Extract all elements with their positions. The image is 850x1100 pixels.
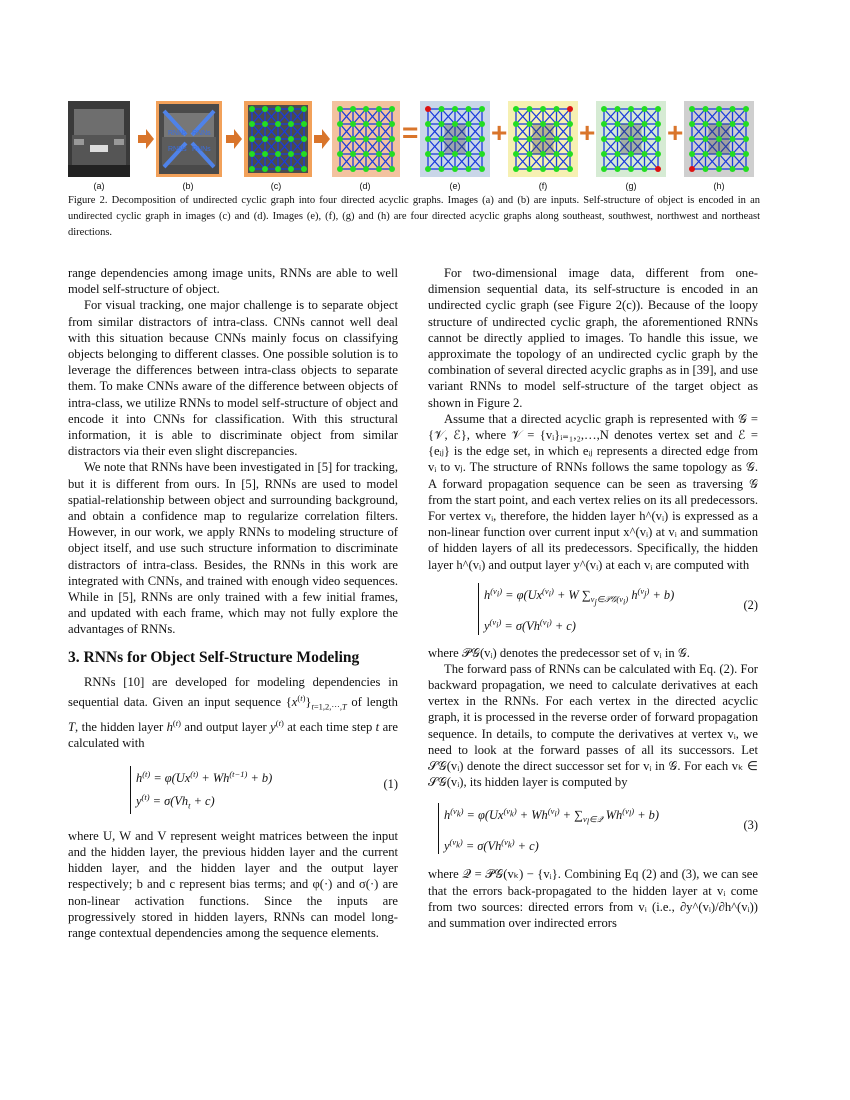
graph-node bbox=[337, 106, 343, 112]
graph-node bbox=[439, 166, 445, 172]
graph-node bbox=[743, 121, 749, 127]
panel-label: (a) bbox=[93, 181, 105, 191]
plus-symbol: + bbox=[579, 117, 596, 148]
graph-node bbox=[439, 136, 445, 142]
graph-node bbox=[628, 151, 634, 157]
graph-node bbox=[275, 151, 281, 157]
graph-node bbox=[655, 151, 661, 157]
panel-f-southwest-dag bbox=[508, 101, 578, 177]
graph-node bbox=[689, 106, 695, 112]
graph-node bbox=[262, 136, 268, 142]
graph-node bbox=[601, 121, 607, 127]
graph-node bbox=[554, 136, 560, 142]
paragraph: The forward pass of RNNs can be calculated with Eq. (2). For backward propagation, we need to calculate derivatives at each vertex in the RNNs. For each vertex in the directed acyclic graph, it is processed in the reverse order of forward propagation sequence. In details, to compute the derivatives at vertex vᵢ, we need to look at the forward passes of all its successors. Let 𝒮𝒢(vᵢ) denote the direct successor set for vᵢ in 𝒢. For each vₖ ∈ 𝒮𝒢(vᵢ), its hidden layer is computed by bbox=[428, 661, 758, 790]
graph-node bbox=[689, 151, 695, 157]
graph-node bbox=[527, 166, 533, 172]
equation-2: $h^{(v_i)} = \varphi(Ux^{(v_i)} + W$ $\sum_{v_j\in 𝒫𝒢(v_i)}$ $h^{(v_j)} + b$) $y^{(v_i)} = \sigma(Vh^{(v_i)} + c)$ (2) bbox=[478, 583, 758, 635]
graph-node bbox=[466, 151, 472, 157]
panel-label: (f) bbox=[538, 181, 548, 191]
graph-node bbox=[567, 151, 573, 157]
graph-node bbox=[601, 151, 607, 157]
graph-node bbox=[743, 106, 749, 112]
graph-node bbox=[716, 136, 722, 142]
graph-node bbox=[513, 151, 519, 157]
graph-node bbox=[301, 106, 307, 112]
graph-node bbox=[703, 166, 709, 172]
graph-node bbox=[363, 151, 369, 157]
graph-node bbox=[527, 121, 533, 127]
graph-node bbox=[716, 151, 722, 157]
graph-node bbox=[288, 166, 294, 172]
equation-number: (3) bbox=[743, 817, 758, 832]
graph-node bbox=[703, 151, 709, 157]
graph-node bbox=[249, 151, 255, 157]
graph-node bbox=[452, 151, 458, 157]
graph-node bbox=[513, 166, 519, 172]
panel-label: (b) bbox=[182, 181, 194, 191]
plus-symbol: + bbox=[491, 117, 508, 148]
graph-node bbox=[363, 106, 369, 112]
section-heading: 3. RNNs for Object Self-Structure Modeling bbox=[68, 648, 360, 666]
graph-node bbox=[479, 136, 485, 142]
svg-text:RNNs: RNNs bbox=[192, 146, 211, 153]
graph-node bbox=[513, 121, 519, 127]
panel-g-northwest-dag bbox=[596, 101, 666, 177]
paragraph: RNNs [10] are developed for modeling dependencies in sequential data. Given an input sequence $\{x^{(t)}\}_{t=1,2,\cdot\cdot\cdot,T}$ of length T, the hidden layer $h^{(t)}$ and output layer $y^{(t)}$ at each time step t are calculated with bbox=[68, 674, 398, 751]
graph-node bbox=[301, 136, 307, 142]
graph-node bbox=[363, 166, 369, 172]
graph-node bbox=[389, 151, 395, 157]
arrow-icon bbox=[226, 129, 242, 149]
graph-node bbox=[540, 136, 546, 142]
graph-node bbox=[479, 106, 485, 112]
panel-label: (h) bbox=[713, 181, 725, 191]
graph-node bbox=[743, 151, 749, 157]
graph-node bbox=[655, 121, 661, 127]
graph-node bbox=[376, 136, 382, 142]
graph-node bbox=[376, 106, 382, 112]
graph-node bbox=[439, 151, 445, 157]
graph-node bbox=[425, 121, 431, 127]
graph-node bbox=[730, 106, 736, 112]
graph-node bbox=[527, 136, 533, 142]
graph-node bbox=[689, 121, 695, 127]
graph-node bbox=[628, 166, 634, 172]
graph-node bbox=[452, 166, 458, 172]
graph-node bbox=[642, 151, 648, 157]
graph-node bbox=[249, 106, 255, 112]
graph-node bbox=[655, 136, 661, 142]
arrow-icon bbox=[314, 129, 330, 149]
graph-node bbox=[350, 151, 356, 157]
graph-node bbox=[288, 136, 294, 142]
graph-node bbox=[350, 136, 356, 142]
graph-node bbox=[513, 136, 519, 142]
graph-node bbox=[655, 106, 661, 112]
equation-number: (2) bbox=[743, 597, 758, 612]
graph-node bbox=[363, 136, 369, 142]
graph-node bbox=[743, 136, 749, 142]
plus-symbol: + bbox=[667, 117, 684, 148]
graph-node bbox=[389, 136, 395, 142]
graph-node bbox=[628, 121, 634, 127]
graph-node bbox=[425, 136, 431, 142]
graph-node bbox=[337, 151, 343, 157]
paragraph: where 𝒫𝒢(vᵢ) denotes the predecessor set of vᵢ in 𝒢. bbox=[428, 645, 690, 660]
graph-node bbox=[275, 121, 281, 127]
equation-number: (1) bbox=[383, 776, 398, 791]
graph-node bbox=[554, 151, 560, 157]
left-column bbox=[68, 265, 398, 941]
graph-node bbox=[479, 166, 485, 172]
panel-label: (c) bbox=[270, 181, 282, 191]
panel-label: (d) bbox=[359, 181, 371, 191]
paragraph: range dependencies among image units, RNNs are able to well model self-structure of object. bbox=[68, 266, 398, 297]
graph-node bbox=[288, 106, 294, 112]
graph-node bbox=[730, 151, 736, 157]
panel-a-car-image bbox=[68, 101, 130, 177]
graph-node bbox=[452, 136, 458, 142]
graph-node bbox=[655, 166, 661, 172]
svg-text:RNNs: RNNs bbox=[168, 130, 187, 137]
panel-e-southeast-dag bbox=[420, 101, 490, 177]
graph-node bbox=[554, 121, 560, 127]
graph-node bbox=[275, 136, 281, 142]
graph-node bbox=[527, 106, 533, 112]
panel-b-rnn-overlay bbox=[156, 101, 222, 177]
paragraph: We note that RNNs have been investigated in [5] for tracking, but it is different from ours. In [5], RNNs are used to model spatial-relationship between object and surrounding background, and obtain a confidence map to regularize correlation filters. However, in our work, we apply RNNs to modeling structure of object itself, and use such structure information to discriminate distractors of intra-class. Besides, the RNNs in this work are integrated with CNNs, and trained with enough video sequences. While in [5], RNNs are only trained with a few initial frames, and updated with each frame, which may not fully explore the advantages of RNNs. bbox=[68, 460, 398, 637]
graph-node bbox=[389, 166, 395, 172]
graph-node bbox=[615, 166, 621, 172]
graph-node bbox=[703, 121, 709, 127]
graph-node bbox=[703, 136, 709, 142]
graph-node bbox=[642, 136, 648, 142]
equation-1: $h^{(t)} = \varphi(Ux^{(t)} + Wh^{(t-1)} + b)$ $y^{(t)} = \sigma(Vh_t + c)$ (1) bbox=[130, 766, 398, 814]
graph-node bbox=[439, 106, 445, 112]
graph-node bbox=[466, 121, 472, 127]
paragraph: For visual tracking, one major challenge is to separate object from similar distractors of intra-class. CNNs cannot well deal with this situation because CNNs mainly focus on classifying objects belonging to different classes. One possible solution is to leverage the differences between intra-class objects to separate them. To make CNNs aware of the difference between objects of intra-class, we utilize RNNs to model self-structure of object and encode it into CNNs for classification. With this structural information, it is able to discriminate object from similar distractors via their even slight discrepancies. bbox=[68, 298, 398, 459]
graph-node bbox=[249, 166, 255, 172]
graph-node bbox=[615, 121, 621, 127]
graph-node bbox=[466, 166, 472, 172]
graph-node bbox=[567, 106, 573, 112]
graph-node bbox=[262, 121, 268, 127]
graph-node bbox=[337, 166, 343, 172]
graph-node bbox=[479, 121, 485, 127]
graph-node bbox=[389, 106, 395, 112]
graph-node bbox=[262, 106, 268, 112]
graph-node bbox=[554, 106, 560, 112]
graph-node bbox=[567, 166, 573, 172]
graph-node bbox=[376, 121, 382, 127]
graph-node bbox=[337, 121, 343, 127]
graph-node bbox=[730, 121, 736, 127]
graph-node bbox=[249, 121, 255, 127]
graph-node bbox=[350, 166, 356, 172]
graph-node bbox=[730, 166, 736, 172]
graph-node bbox=[425, 151, 431, 157]
graph-node bbox=[466, 136, 472, 142]
graph-node bbox=[615, 106, 621, 112]
equation-3: $h^{(v_k)} = \varphi(Ux^{(v_k)} + Wh^{(v_i)} + \sum_{v_l\in 𝒬}$ $Wh^{(v_l)} + b$) $y^{(v_k)} = \sigma(Vh^{(v_k)} + c)$ (3) bbox=[438, 803, 758, 855]
graph-node bbox=[730, 136, 736, 142]
graph-node bbox=[376, 166, 382, 172]
paragraph: where U, W and V represent weight matrices between the input and the hidden layer, the previous hidden layer and the current hidden layer, and the hidden layer and the output layer respectively; b and c represent bias terms; and φ(·) and σ(·) are non-linear activation functions. Since the inputs are progressively stored in hidden layers, RNNs can model long-range contextual dependencies among the sequence elements. bbox=[68, 828, 398, 940]
graph-node bbox=[301, 121, 307, 127]
arrow-icon bbox=[138, 129, 154, 149]
graph-node bbox=[540, 121, 546, 127]
graph-node bbox=[615, 136, 621, 142]
graph-node bbox=[628, 106, 634, 112]
graph-node bbox=[363, 121, 369, 127]
graph-node bbox=[615, 151, 621, 157]
graph-node bbox=[350, 121, 356, 127]
paragraph: Assume that a directed acyclic graph is represented with 𝒢 = {𝒱, ℰ}, where 𝒱 = {vᵢ}ᵢ₌₁,₂,…,N denotes vertex set and ℰ = {eᵢⱼ} is the edge set, in which eᵢⱼ represents a directed edge from vᵢ to vⱼ. The structure of RNNs follows the same topology as 𝒢. A forward propagation sequence can be seen as traversing 𝒢 from the start point, and each vertex relies on its all predecessors. For vertex vᵢ, therefore, the hidden layer h^(vᵢ) is expressed as a non-linear function over current input x^(vᵢ) at vᵢ and summation of hidden layers of all its predecessors. Specifically, the hidden layer h^(vᵢ) and output layer y^(vᵢ) at each vᵢ are computed with bbox=[428, 411, 758, 572]
graph-node bbox=[527, 151, 533, 157]
right-column bbox=[428, 265, 758, 931]
panel-label: (g) bbox=[625, 181, 637, 191]
graph-node bbox=[567, 136, 573, 142]
graph-node bbox=[540, 166, 546, 172]
paragraph: For two-dimensional image data, different from one-dimension sequential data, its self-structure is encoded in an undirected cyclic graph (see Figure 2(c)). Because of the loopy structure of undirected cyclic graph, the aforementioned RNNs cannot be directly applied to images. To handle this issue, we approximate the topology of an undirected cyclic graph by the combination of several directed acyclic graphs as in [39], and use variant RNNs to model self-structure of the target object as shown in Figure 2. bbox=[428, 266, 758, 410]
equals-symbol: = bbox=[402, 117, 419, 148]
graph-node bbox=[743, 166, 749, 172]
graph-node bbox=[716, 106, 722, 112]
panel-h-northeast-dag bbox=[684, 101, 754, 177]
graph-node bbox=[452, 106, 458, 112]
graph-node bbox=[689, 136, 695, 142]
graph-node bbox=[601, 106, 607, 112]
graph-node bbox=[249, 136, 255, 142]
graph-node bbox=[337, 136, 343, 142]
graph-node bbox=[350, 106, 356, 112]
graph-node bbox=[540, 106, 546, 112]
graph-node bbox=[425, 166, 431, 172]
graph-node bbox=[642, 106, 648, 112]
graph-node bbox=[689, 166, 695, 172]
graph-node bbox=[642, 121, 648, 127]
graph-node bbox=[376, 151, 382, 157]
graph-node bbox=[716, 121, 722, 127]
svg-text:RNNs: RNNs bbox=[192, 130, 211, 137]
graph-node bbox=[301, 151, 307, 157]
graph-node bbox=[452, 121, 458, 127]
graph-node bbox=[262, 166, 268, 172]
graph-node bbox=[301, 166, 307, 172]
graph-node bbox=[513, 106, 519, 112]
graph-node bbox=[567, 121, 573, 127]
graph-node bbox=[540, 151, 546, 157]
graph-node bbox=[554, 166, 560, 172]
graph-node bbox=[425, 106, 431, 112]
svg-text:RNNs: RNNs bbox=[168, 146, 187, 153]
graph-node bbox=[479, 151, 485, 157]
graph-node bbox=[466, 106, 472, 112]
graph-node bbox=[439, 121, 445, 127]
panel-c-undirected-graph bbox=[244, 101, 312, 177]
graph-node bbox=[288, 121, 294, 127]
graph-node bbox=[262, 151, 268, 157]
graph-node bbox=[275, 106, 281, 112]
panel-label: (e) bbox=[449, 181, 461, 191]
graph-node bbox=[389, 121, 395, 127]
graph-node bbox=[288, 151, 294, 157]
graph-node bbox=[703, 106, 709, 112]
panel-d-undirected-graph bbox=[332, 101, 400, 177]
paragraph: where 𝒬 = 𝒫𝒢(vₖ) − {vᵢ}. Combining Eq (2) and (3), we can see that the errors back-propagated to the hidden layer at vᵢ come from two sources: directed errors from vᵢ (i.e., ∂y^(vᵢ)/∂h^(vᵢ)) and summation over indirected errors bbox=[428, 867, 758, 930]
graph-node bbox=[628, 136, 634, 142]
graph-node bbox=[275, 166, 281, 172]
graph-node bbox=[642, 166, 648, 172]
figure-caption: Figure 2. Decomposition of undirected cyclic graph into four directed acyclic graphs. Images (a) and (b) are inputs. Self-structure of object is encoded in an undirected cyclic graph in images (c) and (d). Images (e), (f), (g) and (h) are four directed acyclic graphs along southeast, southwest, northwest and northeast directions. bbox=[68, 195, 760, 238]
graph-node bbox=[601, 136, 607, 142]
graph-node bbox=[601, 166, 607, 172]
graph-node bbox=[716, 166, 722, 172]
